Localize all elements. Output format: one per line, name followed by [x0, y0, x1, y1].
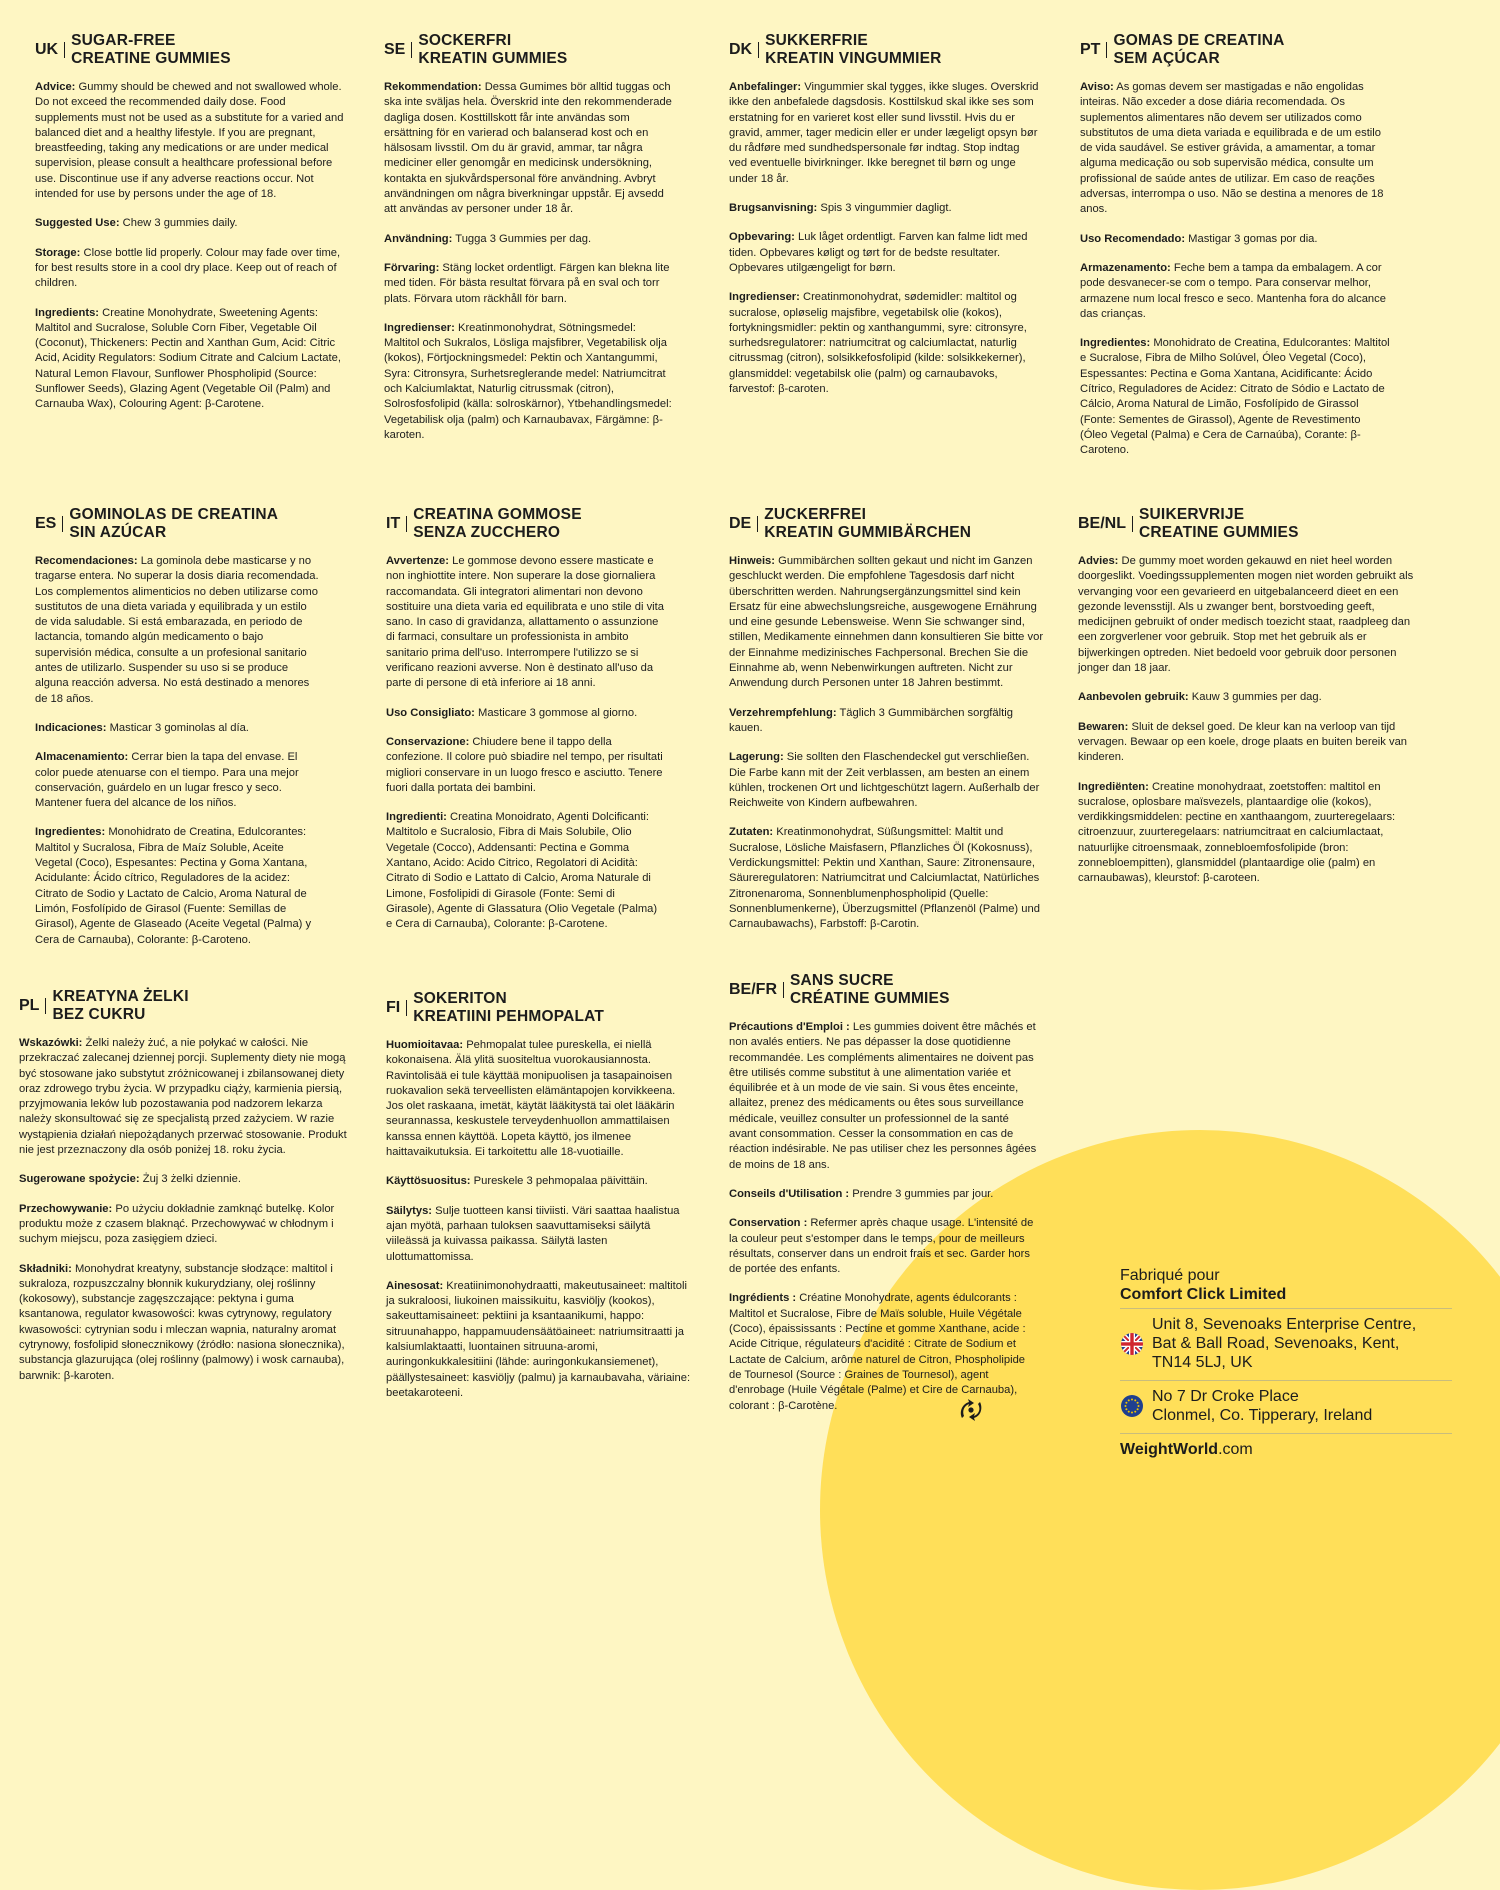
company-name: Comfort Click Limited — [1120, 1285, 1452, 1309]
storage-paragraph: Lagerung: Sie sollten den Flaschendeckel gut verschließen. Die Farbe kann mit der Zeit verblassen, am besten an einem kühlen, trockenen Ort und lichtgeschützt lagern. Außerhalb der Reichweite von Kindern aufbewahren. — [729, 751, 1040, 810]
storage-paragraph: Bewaren: Sluit de deksel goed. De kleur kan na verloop van tijd vervagen. Bewaar op een koele, droge plaats en buiten bereik van kinderen. — [1078, 720, 1408, 764]
uk-address: Unit 8, Sevenoaks Enterprise Centre, Bat & Ball Road, Sevenoaks, Kent, TN14 5LJ, UK — [1152, 1316, 1417, 1371]
made-for-label: Fabriqué pour — [1120, 1267, 1220, 1284]
label-section-be-fr — [729, 972, 1039, 1428]
country-code: IT — [386, 516, 407, 532]
label-section-de — [729, 506, 1047, 947]
storage-paragraph: Opbevaring: Luk låget ordentligt. Farven kan falme lidt med tiden. Opbevares køligt og tørt for de bedste resultater. Opbevares utilgængeligt for børn. — [729, 231, 1028, 274]
section-title: SUGAR-FREE CREATINE GUMMIES — [71, 32, 231, 67]
country-code: ES — [35, 516, 63, 532]
label-section-se — [384, 32, 674, 457]
section-header — [19, 988, 355, 1024]
ingredients-paragraph: Ingredienser: Kreatinmonohydrat, Sötningsmedel: Maltitol och Sukralos, Lösliga majsfibrer, Vegetabilisk olja (kokos), Förtjockningsmedel: Pektin och Xantangummi, Syra: Citronsyra, Surhetsreglerande medel: Natriumcitrat och Kalciumlaktat, Naturlig citrussmak (citron), Solrosfosfolipid (källa: solroskärnor), Ytbehandlingsmedel: Vegetabilisk olja (palm) och Karnaubavax, Färgämne: β-karoten. — [384, 321, 672, 441]
advice-paragraph: Advice: Gummy should be chewed and not swallowed whole. Do not exceed the recommended daily dose. Food supplements must not be used as a substitute for a varied and balanced diet and a healthy lifestyle. If you are pregnant, breastfeeding, taking any medications or are under medical supervision, please consult a healthcare professional before use. Discontinue use if any adverse reactions occur. Not intended for use by persons under the age of 18. — [35, 81, 344, 201]
country-code: UK — [35, 42, 65, 58]
section-header — [729, 506, 1047, 542]
label-section-pt — [1080, 32, 1390, 473]
label-section-es — [35, 506, 320, 962]
advice-paragraph: Advies: De gummy moet worden gekauwd en niet heel worden doorgeslikt. Voedingssupplementen mogen niet worden gebruikt als vervanging voor een gevarieerd en uitgebalanceerd dieet en een gezonde levensstijl. Als u zwanger bent, borstvoeding geeft, medicijnen gebruikt of onder medisch toezicht staat, raadpleeg dan een zorgverlener voor gebruik. Stop met het gebruik als er bijwerkingen optreden. Niet bedoeld voor gebruik door personen jonger dan 18 jaar. — [1078, 555, 1414, 675]
storage-paragraph: Armazenamento: Feche bem a tampa da embalagem. A cor pode desvanecer-se com o tempo. Para conservar melhor, armazene num local fresco e seco. Mantenha fora do alcance das crianças. — [1080, 261, 1386, 320]
section-header — [729, 32, 1039, 68]
country-code: BE/FR — [729, 982, 784, 998]
storage-paragraph: Conservazione: Chiudere bene il tappo della confezione. Il colore può sbiadire nel tempo, per risultati migliori conservare in un luogo fresco e asciutto. Tenere fuori dalla portata dei bambini. — [386, 735, 663, 794]
section-title: SUIKERVRIJE CREATINE GUMMIES — [1139, 506, 1299, 541]
advice-paragraph: Avvertenze: Le gommose devono essere masticate e non inghiottite intere. Non superare la dose giornaliera raccomandata. Gli integratori alimentari non devono sostituire una dieta varia ed equilibrata e uno stile di vita sano. In caso di gravidanza, allattamento o assunzione di farmaci, consultare un professionista in ambito sanitario prima dell'uso. Interrompere l'utilizzo se si verificano reazioni avverse. Non è destinato all'uso da parte di persone di età inferiore ai 18 anni. — [386, 555, 664, 690]
usage-paragraph: Indicaciones: Masticar 3 gominolas al día. — [35, 721, 249, 734]
storage-paragraph: Storage: Close bottle lid properly. Colour may fade over time, for best results store in a cool dry place. Keep out of reach of children. — [35, 246, 341, 290]
storage-paragraph: Przechowywanie: Po użyciu dokładnie zamknąć butelkę. Kolor produktu może z czasem blaknąć. Przechowywać w chłodnym i suchym miejscu, poza zasięgiem dzieci. — [19, 1202, 335, 1246]
section-title: SOKERITON KREATIINI PEHMOPALAT — [413, 990, 605, 1025]
ingredients-paragraph: Ingredienti: Creatina Monoidrato, Agenti Dolcificanti: Maltitolo e Sucralosio, Fibra di Mais Solubile, Olio Vegetale (Cocco), Addensanti: Pectina e Gomma Xantano, Acido: Acido Citrico, Regolatori di Acidità: Citrato di Sodio e Lattato di Calcio, Aroma Naturale di Limone, Fosfolipidi di Girasole (Fonte: Semi di Girasole), Agente di Glassatura (Olio Vegetale (Palma) e Cera di Carnauba), Colorante: β-Carotene. — [386, 811, 658, 931]
eu-flag-icon — [1120, 1394, 1144, 1418]
recycle-icon — [958, 1398, 984, 1427]
section-title: SOCKERFRI KREATIN GUMMIES — [418, 32, 568, 67]
section-title: KREATYNA ŻELKI BEZ CUKRU — [52, 988, 189, 1023]
ingredients-paragraph: Ingrediënten: Creatine monohydraat, zoetstoffen: maltitol en sucralose, oplosbare maïsvezels, plantaardige olie (kokos), verdikkingsmiddelen: pectine en xanthaangom, zuurteregelaars: citroenzuur, zuurteregelaars: natriumcitraat en calciumlactaat, natuurlijke citroensmaak, zonnebloemfosfolipide (bron: zonnebloempitten), glansmiddel (plantaardige olie (palm) en carnaubawas), kleurstof: β-caroteen. — [1078, 780, 1396, 885]
usage-paragraph: Verzehrempfehlung: Täglich 3 Gummibärchen sorgfältig kauen. — [729, 706, 1013, 734]
usage-paragraph: Conseils d'Utilisation : Prendre 3 gummies par jour. — [729, 1187, 994, 1200]
country-code: BE/NL — [1078, 516, 1133, 532]
usage-paragraph: Käyttösuositus: Pureskele 3 pehmopalaa päivittäin. — [386, 1175, 648, 1188]
advice-paragraph: Hinweis: Gummibärchen sollten gekaut und nicht im Ganzen geschluckt werden. Die empfohlene Tagesdosis darf nicht überschritten werden. Nahrungsergänzungsmittel sind kein Ersatz für eine abwechslungsreiche, ausgewogene Ernährung und eine gesunde Lebensweise. Wenn Sie schwanger sind, stillen, Medikamente einnehmen dann konsultieren Sie bitte vor der Einnahme medizinisches Fachpersonal. Brechen Sie die Einnahme ab, wenn Nebenwirkungen auftreten. Nicht zur Anwendung durch Personen unter 18 Jahren bestimmt. — [729, 555, 1044, 690]
ingredients-paragraph: Składniki: Monohydrat kreatyny, substancje słodzące: maltitol i sukraloza, rozpuszczalny błonnik kukurydziany, olej roślinny (kokosowy), substancje zagęszczające: pektyna i guma ksantanowa, regulator kwasowości: kwas cytrynowy, regulatory kwasowości: cytrynian sodu i mleczan wapnia, naturalny aromat cytrynowy, fosfolipid słonecznikowy (źródło: nasiona słonecznika), substancja glazurująca (olej roślinny (palmowy) i wosk carnauba), barwnik: β-karoten. — [19, 1262, 345, 1382]
country-code: FI — [386, 1000, 407, 1016]
usage-paragraph: Brugsanvisning: Spis 3 vingummier dagligt. — [729, 202, 952, 215]
ingredients-paragraph: Ingredients: Creatine Monohydrate, Sweetening Agents: Maltitol and Sucralose, Soluble Corn Fiber, Vegetable Oil (Coconut), Thickeners: Pectin and Xanthan Gum, Acid: Citric Acid, Acidity Regulators: Sodium Citrate and Calcium Lactate, Natural Lemon Flavour, Sunflower Phospholipid (Source: Sunflower Seeds), Glazing Agent (Vegetable Oil (Palm) and Carnauba Wax), Colouring Agent: β-Carotene. — [35, 306, 341, 411]
website-link[interactable]: WeightWorld.com — [1120, 1441, 1253, 1458]
advice-paragraph: Huomioitavaa: Pehmopalat tulee pureskella, ei niellä kokonaisena. Älä ylitä suositeltua vuorokausiannosta. Ravintolisää ei tule käyttää monipuolisen ja tasapainoisen ruokavalion sekä terveellisten elämäntapojen korvikkeena. Jos olet raskaana, imetät, käytät lääkitystä tai olet lääkärin seurannassa, keskustele terveydenhuollon ammattilaisen kanssa ennen käyttöä. Lopeta käyttö, jos ilmenee haittavaikutuksia. Ei tarkoitettu alle 18-vuotiaille. — [386, 1039, 676, 1159]
section-header — [35, 32, 345, 68]
country-code: DK — [729, 42, 759, 58]
uk-flag-icon — [1120, 1332, 1144, 1356]
storage-paragraph: Förvaring: Stäng locket ordentligt. Färgen kan blekna lite med tiden. För bästa resultat förvara på en sval och torr plats. Förvara utom räckhåll för barn. — [384, 261, 670, 305]
ingredients-paragraph: Zutaten: Kreatinmonohydrat, Süßungsmittel: Maltit und Sucralose, Lösliche Maisfasern, Pflanzliches Öl (Kokosnuss), Verdickungsmittel: Pektin und Xanthan, Saure: Zitronensaure, Säureregulatoren: Natriumcitrat und Calciumlactat, Natürliches Zitronenaroma, Sonnenblumenphospholipid (Quelle: Sonnenblumenkerne), Überzugsmittel (Pflanzenöl (Palme) und Carnaubawachs), Farbstoff: β-Carotin. — [729, 826, 1040, 931]
country-code: DE — [729, 516, 758, 532]
usage-paragraph: Uso Recomendado: Mastigar 3 gomas por dia. — [1080, 232, 1318, 245]
storage-paragraph: Almacenamiento: Cerrar bien la tapa del envase. El color puede atenuarse con el tiempo. Para una mejor conservación, guárdelo en un lugar fresco y seco. Mantener fuera del alcance de los niños. — [35, 751, 299, 810]
storage-paragraph: Conservation : Refermer après chaque usage. L'intensité de la couleur peut s'estomper dans le temps, pour de meilleurs résultats, conserver dans un endroit frais et sec. Garder hors de portée des enfants. — [729, 1217, 1034, 1276]
section-header — [384, 32, 674, 68]
label-section-pl — [19, 988, 355, 1398]
advice-paragraph: Précautions d'Emploi : Les gummies doivent être mâchés et non avalés entiers. Ne pas dépasser la dose quotidienne recommandée. Les compléments alimentaires ne doivent pas être utilisés comme substitut à une alimentation variée et équilibrée et à un mode de vie sain. Si vous êtes enceinte, allaitez, prenez des médicaments ou êtes sous surveillance médicale, veuillez consulter un professionnel de la santé avant consommation. Cesser la consommation en cas de réaction indésirable. Ne pas utiliser chez les personnes âgées de moins de 18 ans. — [729, 1021, 1037, 1171]
section-header — [386, 506, 666, 542]
label-section-uk — [35, 32, 345, 427]
label-section-dk — [729, 32, 1039, 411]
usage-paragraph: Sugerowane spożycie: Żuj 3 żelki dziennie. — [19, 1173, 241, 1186]
manufacturer-block — [1120, 1266, 1452, 1459]
advice-paragraph: Anbefalinger: Vingummier skal tygges, ikke sluges. Overskrid ikke den anbefalede dagsdosis. Kosttilskud skal ikke ses som erstatning for en varieret kost eller sund livsstil. Hvis du er gravid, ammer, tager medicin eller er under lægeligt opsyn bør du rådføre med sundhedspersonale før indtag. Stop indtag ved eventuelle bivirkninger. Ikke beregnet til børn og unge under 18 år. — [729, 81, 1039, 185]
section-header — [729, 972, 1039, 1008]
storage-paragraph: Säilytys: Sulje tuotteen kansi tiiviisti. Väri saattaa haalistua ajan myötä, parhaan tuloksen saavuttamiseksi säilytä viileässä ja kuivassa paikassa. Säilytä lasten ulottumattomissa. — [386, 1204, 680, 1263]
usage-paragraph: Uso Consigliato: Masticare 3 gommose al giorno. — [386, 706, 638, 719]
ingredients-paragraph: Ingrédients : Créatine Monohydrate, agents édulcorants : Maltitol et Sucralose, Fibre de Maïs soluble, Huile Végétale (Coco), épaississants : Pectine et gomme Xanthane, acide : Acide Citrique, régulateurs d'acidité : Citrate de Sodium et Lactate de Calcium, arôme naturel de Citron, Phospholipide de Tournesol (Source : Graines de Tournesol), agent d'enrobage (Huile Végétale (Palme) et Cire de Carnauba), colorant : β-Carotène. — [729, 1292, 1026, 1412]
advice-paragraph: Wskazówki: Żelki należy żuć, a nie połykać w całości. Nie przekraczać zalecanej dziennej porcji. Suplementy diety nie mogą być stosowane jako substytut zróżnicowanej i zbilansowanej diety oraz zdrowego trybu życia. W przypadku ciąży, karmienia piersią, przyjmowania leków lub pozostawania pod nadzorem lekarza należy skonsultować się ze specjalistą przed zażyciem. W razie wystąpienia działań niepożądanych przerwać stosowanie. Produkt nie jest przeznaczony dla osób poniżej 18. roku życia. — [19, 1037, 347, 1157]
section-header — [1078, 506, 1423, 542]
advice-paragraph: Rekommendation: Dessa Gumimes bör alltid tuggas och ska inte sväljas hela. Överskrid inte den rekommenderade dagliga dosen. Kosttillskott får inte användas som ersättning för en varierad och balanserad kost och en hälsosam livsstil. Om du är gravid, ammar, tar några mediciner eller genomgår en medicinsk undersökning, kontakta en sjukvårdspersonal före användning. Avbryt användningen om några biverkningar uppstår. Ej avsedd att användas av personer under 18 år. — [384, 81, 672, 216]
ingredients-paragraph: Ingredienser: Creatinmonohydrat, sødemidler: maltitol og sucralose, opløselig majsfibre, vegetabilsk olie (kokos), fortykningsmidler: pektin og xanthangummi, syre: citronsyre, surhedsregulatorer: natriumcitrat og calciumlactat, naturlig citrussmag (citron), solsikkefosfolipid (kilde: solsikkekerner), glansmiddel: vegetabilsk olie (palm) og carnaubavoks, farvestof: β-caroten. — [729, 291, 1027, 396]
section-header — [1080, 32, 1390, 68]
section-title: SANS SUCRE CRÉATINE GUMMIES — [790, 972, 950, 1007]
country-code: SE — [384, 42, 412, 58]
uk-address-row — [1120, 1309, 1452, 1381]
advice-paragraph: Recomendaciones: La gominola debe masticarse y no tragarse entera. No superar la dosis diaria recomendada. Los complementos alimenticios no deben utilizarse como sustitutos de una dieta variada y equilibrada y un estilo de vida saludable. Si está embarazada, en periodo de lactancia, tomando algún medicamento o bajo supervisión médica, consulte a un profesional sanitario antes de utilizarlo. Suspender su uso si se produce alguna reacción adversa. No está destinado a menores de 18 años. — [35, 555, 319, 705]
usage-paragraph: Användning: Tugga 3 Gummies per dag. — [384, 232, 592, 245]
section-title: GOMINOLAS DE CREATINA SIN AZÚCAR — [69, 506, 279, 541]
ingredients-paragraph: Ainesosat: Kreatiinimonohydraatti, makeutusaineet: maltitoli ja sukraloosi, liukoinen maissikuitu, kasviöljy (kookos), sakeuttamisaineet: pektiini ja ksantaanikumi, happo: sitruunahappo, happamuudensäätöaineet: natriumsitraatti ja kalsiumlaktaatti, luontainen sitruuna-aromi, auringonkukkalesitiini (lähde: auringonkukansiemenet), päällystesaineet: kasviöljy (palmu) ja karnaubavaha, väriaine: beetakaroteeni. — [386, 1279, 691, 1399]
usage-paragraph: Suggested Use: Chew 3 gummies daily. — [35, 217, 238, 230]
eu-address-row — [1120, 1381, 1452, 1434]
section-title: SUKKERFRIE KREATIN VINGUMMIER — [765, 32, 942, 67]
country-code: PT — [1080, 42, 1107, 58]
label-section-it — [386, 506, 666, 947]
advice-paragraph: Aviso: As gomas devem ser mastigadas e não engolidas inteiras. Não exceder a dose diária recomendada. Os suplementos alimentares não devem ser utilizados como substitutos de uma dieta variada e equilibrada e de um estilo de vida saudável. Se estiver grávida, a amamentar, a tomar alguma medicação ou sob supervisão médica, consulte um profissional de saúde antes de utilizar. Em caso de reações adversas, interrompa o uso. Não se destina a menores de 18 anos. — [1080, 81, 1384, 216]
section-title: GOMAS DE CREATINA SEM AÇÚCAR — [1113, 32, 1285, 67]
label-section-be-nl — [1078, 506, 1423, 901]
eu-address: No 7 Dr Croke Place Clonmel, Co. Tipperary, Ireland — [1152, 1388, 1373, 1424]
label-section-fi — [386, 990, 694, 1415]
usage-paragraph: Aanbevolen gebruik: Kauw 3 gummies per dag. — [1078, 691, 1322, 704]
section-header — [35, 506, 320, 542]
section-title: CREATINA GOMMOSE SENZA ZUCCHERO — [413, 506, 582, 541]
country-code: PL — [19, 998, 46, 1014]
section-title: ZUCKERFREI KREATIN GUMMIBÄRCHEN — [764, 506, 972, 541]
ingredients-paragraph: Ingredientes: Monohidrato de Creatina, Edulcorantes: Maltitol y Sucralosa, Fibra de Maíz Soluble, Aceite Vegetal (Coco), Espesantes: Pectina y Goma Xantana, Acidulante: Ácido cítrico, Reguladores de la acidez: Citrato de Sodio y Lactato de Calcio, Aroma Natural de Limón, Fosfolípido de Girasol (Fuente: Semillas de Girasol), Agente de Glaseado (Aceite Vegetal (Palma) y Cera de Carnauba), Colorante: β-Caroteno. — [35, 826, 312, 946]
section-header — [386, 990, 694, 1026]
ingredients-paragraph: Ingredientes: Monohidrato de Creatina, Edulcorantes: Maltitol e Sucralose, Fibra de Milho Solúvel, Óleo Vegetal (Coco), Espessantes: Pectina e Goma Xantana, Acidificante: Ácido Cítrico, Reguladores de Acidez: Citrato de Sódio e Lactato de Cálcio, Aroma Natural de Limão, Fosfolípido de Girassol (Fonte: Sementes de Girassol), Agente de Revestimento (Óleo Vegetal (Palma) e Cera de Carnaúba), Corante: β-Caroteno. — [1080, 337, 1390, 457]
